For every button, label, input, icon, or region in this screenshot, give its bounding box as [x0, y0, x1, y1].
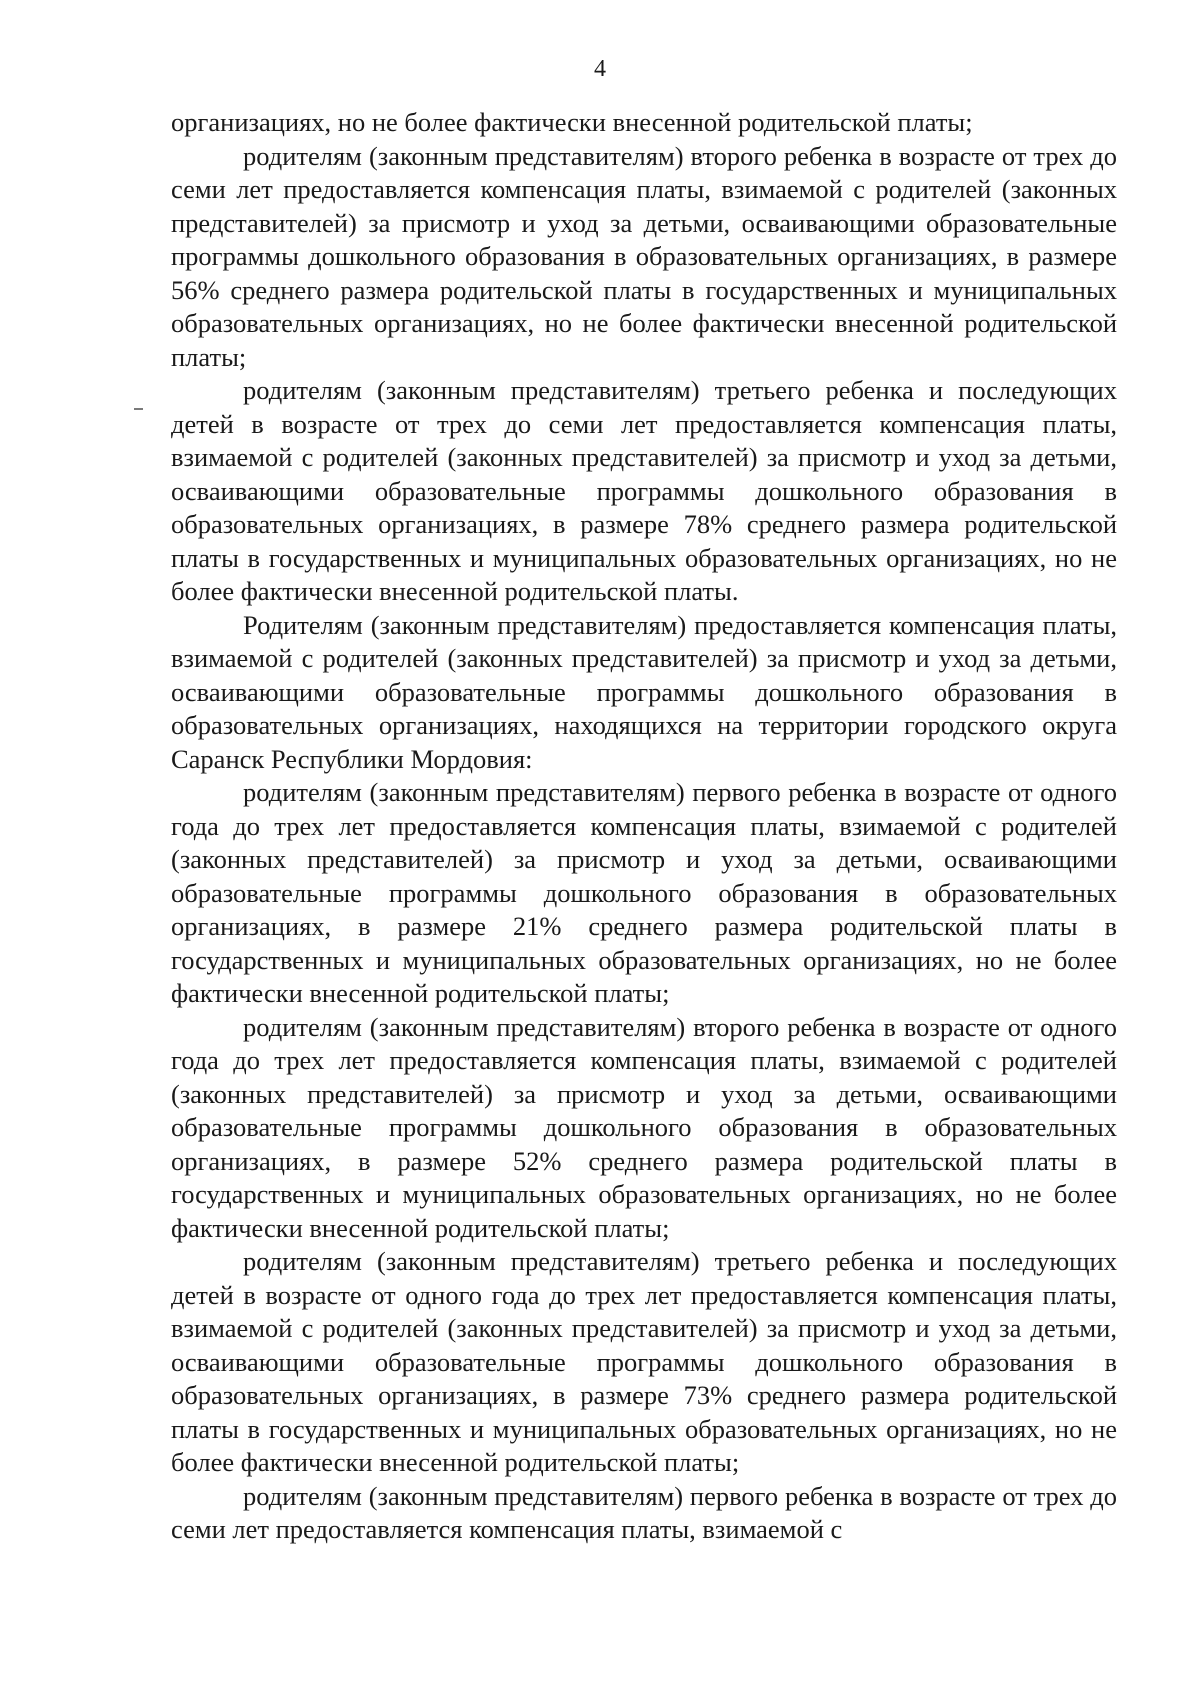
document-body [171, 106, 1117, 1547]
paragraph-second-child-3-7: родителям (законным представителям) второго ребенка в возрасте от трех до семи лет предоставляется компенсация платы, взимаемой с родителей (законных представителей) за присмотр и уход за детьми, осваивающими образовательные программы дошкольного образования в образовательных организациях, в размере 56% среднего размера родительской платы в государственных и муниципальных образовательных организациях, но не более фактически внесенной родительской платы; [171, 140, 1117, 372]
scan-mark [134, 408, 143, 410]
paragraph-first-child-3-7: родителям (законным представителям) первого ребенка в возрасте от трех до семи лет предоставляется компенсация платы, взимаемой с [171, 1480, 1117, 1544]
paragraph-first-child-1-3: родителям (законным представителям) первого ребенка в возрасте от одного года до трех лет предоставляется компенсация платы, взимаемой с родителей (законных представителей) за присмотр и уход за детьми, осваивающими образовательные программы дошкольного образования в образовательных организациях, в размере 21% среднего размера родительской платы в государственных и муниципальных образовательных организациях, но не более фактически внесенной родительской платы; [171, 777, 1117, 1008]
paragraph-continuation: организациях, но не более фактически внесенной родительской платы; [171, 107, 973, 137]
paragraph-third-child-1-3: родителям (законным представителям) третьего ребенка и последующих детей в возрасте от одного года до трех лет предоставляется компенсация платы, взимаемой с родителей (законных представителей) за присмотр и уход за детьми, осваивающими образовательные программы дошкольного образования в образовательных организациях, в размере 73% среднего размера родительской платы в государственных и муниципальных образовательных организациях, но не более фактически внесенной родительской платы; [171, 1246, 1117, 1477]
page-number: 4 [594, 56, 606, 82]
paragraph-third-child-3-7: родителям (законным представителям) третьего ребенка и последующих детей в возрасте от трех до семи лет предоставляется компенсация платы, взимаемой с родителей (законных представителей) за присмотр и уход за детьми, осваивающими образовательные программы дошкольного образования в образовательных организациях, в размере 78% среднего размера родительской платы в государственных и муниципальных образовательных организациях, но не более фактически внесенной родительской платы. [171, 375, 1117, 606]
paragraph-saransk-intro: Родителям (законным представителям) предоставляется компенсация платы, взимаемой с родителей (законных представителей) за присмотр и уход за детьми, осваивающими образовательные программы дошкольного образования в образовательных организациях, находящихся на территории городского округа Саранск Республики Мордовия: [171, 609, 1117, 774]
paragraph-second-child-1-3: родителям (законным представителям) второго ребенка в возрасте от одного года до трех лет предоставляется компенсация платы, взимаемой с родителей (законных представителей) за присмотр и уход за детьми, осваивающими образовательные программы дошкольного образования в образовательных организациях, в размере 52% среднего размера родительской платы в государственных и муниципальных образовательных организациях, но не более фактически внесенной родительской платы; [171, 1011, 1117, 1243]
